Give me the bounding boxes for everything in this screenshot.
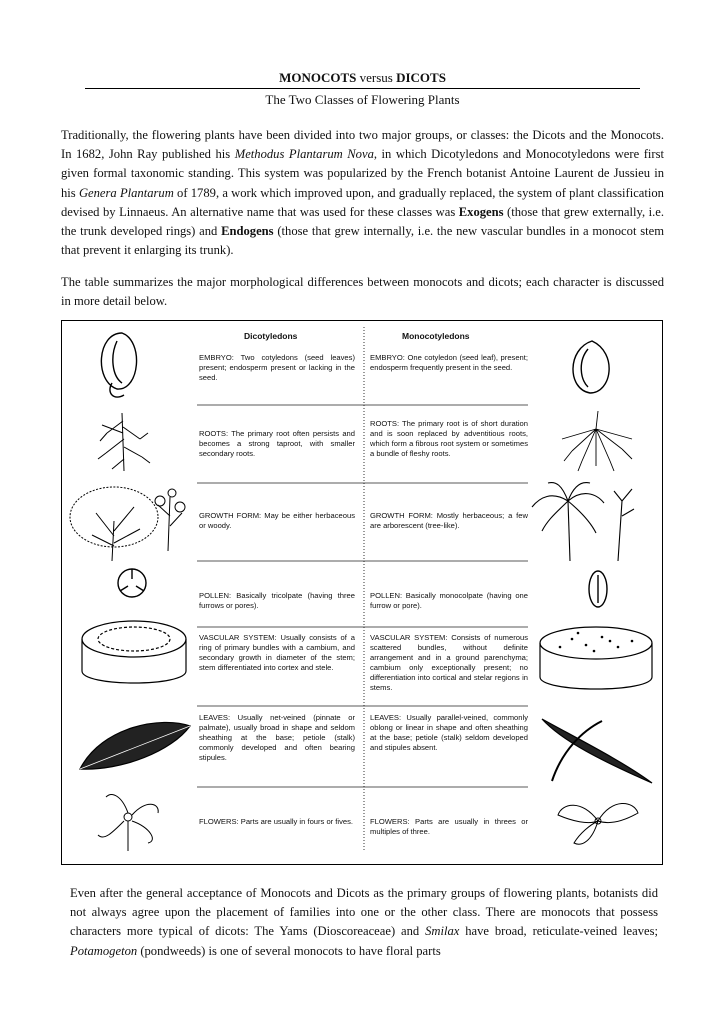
- table-summary-paragraph: The table summarizes the major morphological differences between monocots and dicots; each character is discussed in more detail below.: [61, 275, 664, 309]
- page-subtitle: The Two Classes of Flowering Plants: [265, 92, 460, 107]
- dicot-leaf-icon: [80, 722, 190, 769]
- page-title: MONOCOTS versus DICOTS: [279, 70, 446, 85]
- monocot-vascular-cell: VASCULAR SYSTEM: Consists of numerous scattered bundles, without definite arrangement and in a ground parenchyma; cambium only exceptionally present; no differentiation into cortical and stelar regions in stems.: [370, 633, 528, 692]
- monocot-pollen-icon: [589, 571, 607, 607]
- title-rule: [85, 88, 640, 89]
- dicot-column-header: Dicotyledons: [244, 331, 298, 341]
- dicot-stem-section-icon: [82, 621, 186, 683]
- monocot-roots-cell: ROOTS: The primary root is of short duration and is soon replaced by adventitious roots, which form a fibrous root system or sometimes a bundle of fleshy roots.: [370, 419, 528, 458]
- dicot-tree-icon: [70, 487, 185, 561]
- monocot-seed-icon: [573, 341, 609, 393]
- comparison-figure: [61, 320, 663, 865]
- monocot-column-header: Monocotyledons: [402, 331, 470, 341]
- monocot-palm-icon: [532, 483, 634, 561]
- monocot-fibrous-root-icon: [562, 411, 632, 471]
- monocot-leaves-cell: LEAVES: Usually parallel-veined, commonly oblong or linear in shape and often sheathing at the base; petiole (stalk) seldom developed and stipules absent.: [370, 713, 528, 752]
- monocot-flower-icon: [558, 803, 638, 844]
- dicot-growth-form-cell: GROWTH FORM: May be either herbaceous or woody.: [199, 511, 355, 530]
- dicot-seed-icon: [101, 333, 136, 397]
- dicot-pollen-cell: POLLEN: Basically tricolpate (having three furrows or pores).: [199, 591, 355, 610]
- dicot-roots-cell: ROOTS: The primary root often persists and becomes a strong taproot, with smaller secondary roots.: [199, 429, 355, 458]
- monocot-pollen-cell: POLLEN: Basically monocolpate (having one furrow or pore).: [370, 591, 528, 610]
- dicot-flowers-cell: FLOWERS: Parts are usually in fours or fives.: [199, 817, 354, 826]
- dicot-taproot-icon: [98, 413, 150, 471]
- dicot-vascular-cell: VASCULAR SYSTEM: Usually consists of a ring of primary bundles with a cambium, and secondary growth in diameter of the stem; stem differentiated into cortex and stele.: [199, 633, 355, 672]
- monocot-flowers-cell: FLOWERS: Parts are usually in threes or multiples of three.: [370, 817, 528, 836]
- monocot-embryo-cell: EMBRYO: One cotyledon (seed leaf), present; endosperm frequently present in the seed.: [370, 353, 528, 372]
- monocot-stem-section-icon: [540, 627, 652, 689]
- dicot-flower-icon: [98, 795, 158, 851]
- dicot-leaves-cell: LEAVES: Usually net-veined (pinnate or palmate), usually broad in shape and seldom sheathing at the base; petiole (stalk) commonly developed and often bearing stipules.: [199, 713, 355, 762]
- monocot-growth-form-cell: GROWTH FORM: Mostly herbaceous; a few are arborescent (tree-like).: [370, 511, 528, 530]
- dicot-embryo-cell: EMBRYO: Two cotyledons (seed leaves) present; endosperm present or lacking in the seed.: [199, 353, 355, 382]
- figure-illustrations: [62, 321, 664, 866]
- monocot-leaf-icon: [542, 719, 652, 783]
- intro-paragraph: Traditionally, the flowering plants have been divided into two major groups, or classes: the Dicots and the Monocots. In 1682, John Ray published his Methodus Plantarum Nova, in which Dicotyledons and Monocotyledons were first given formal taxonomic standing. This system was popularized by the French botanist Antoine Laurent de Jussieu in his Genera Plantarum of 1789, a work which improved upon, and gradually replaced, the system of plant classification devised by Linnaeus. An alternative name that was used for these classes was Exogens (those that grew externally, i.e. the trunk developed rings) and Endogens (those that grew internally, i.e. the new vascular bundles in a monocot stem that prevent it enlarging its trunk).: [61, 128, 664, 258]
- dicot-pollen-icon: [118, 569, 146, 597]
- closing-paragraph: Even after the general acceptance of Monocots and Dicots as the primary groups of flowering plants, botanists did not always agree upon the placement of families into one or the other class. There are monocots that possess characters more typical of dicots: The Yams (Dioscoreaceae) and Smilax have broad, reticulate-veined leaves; Potamogeton (pondweeds) is one of several monocots to have floral parts: [70, 886, 659, 958]
